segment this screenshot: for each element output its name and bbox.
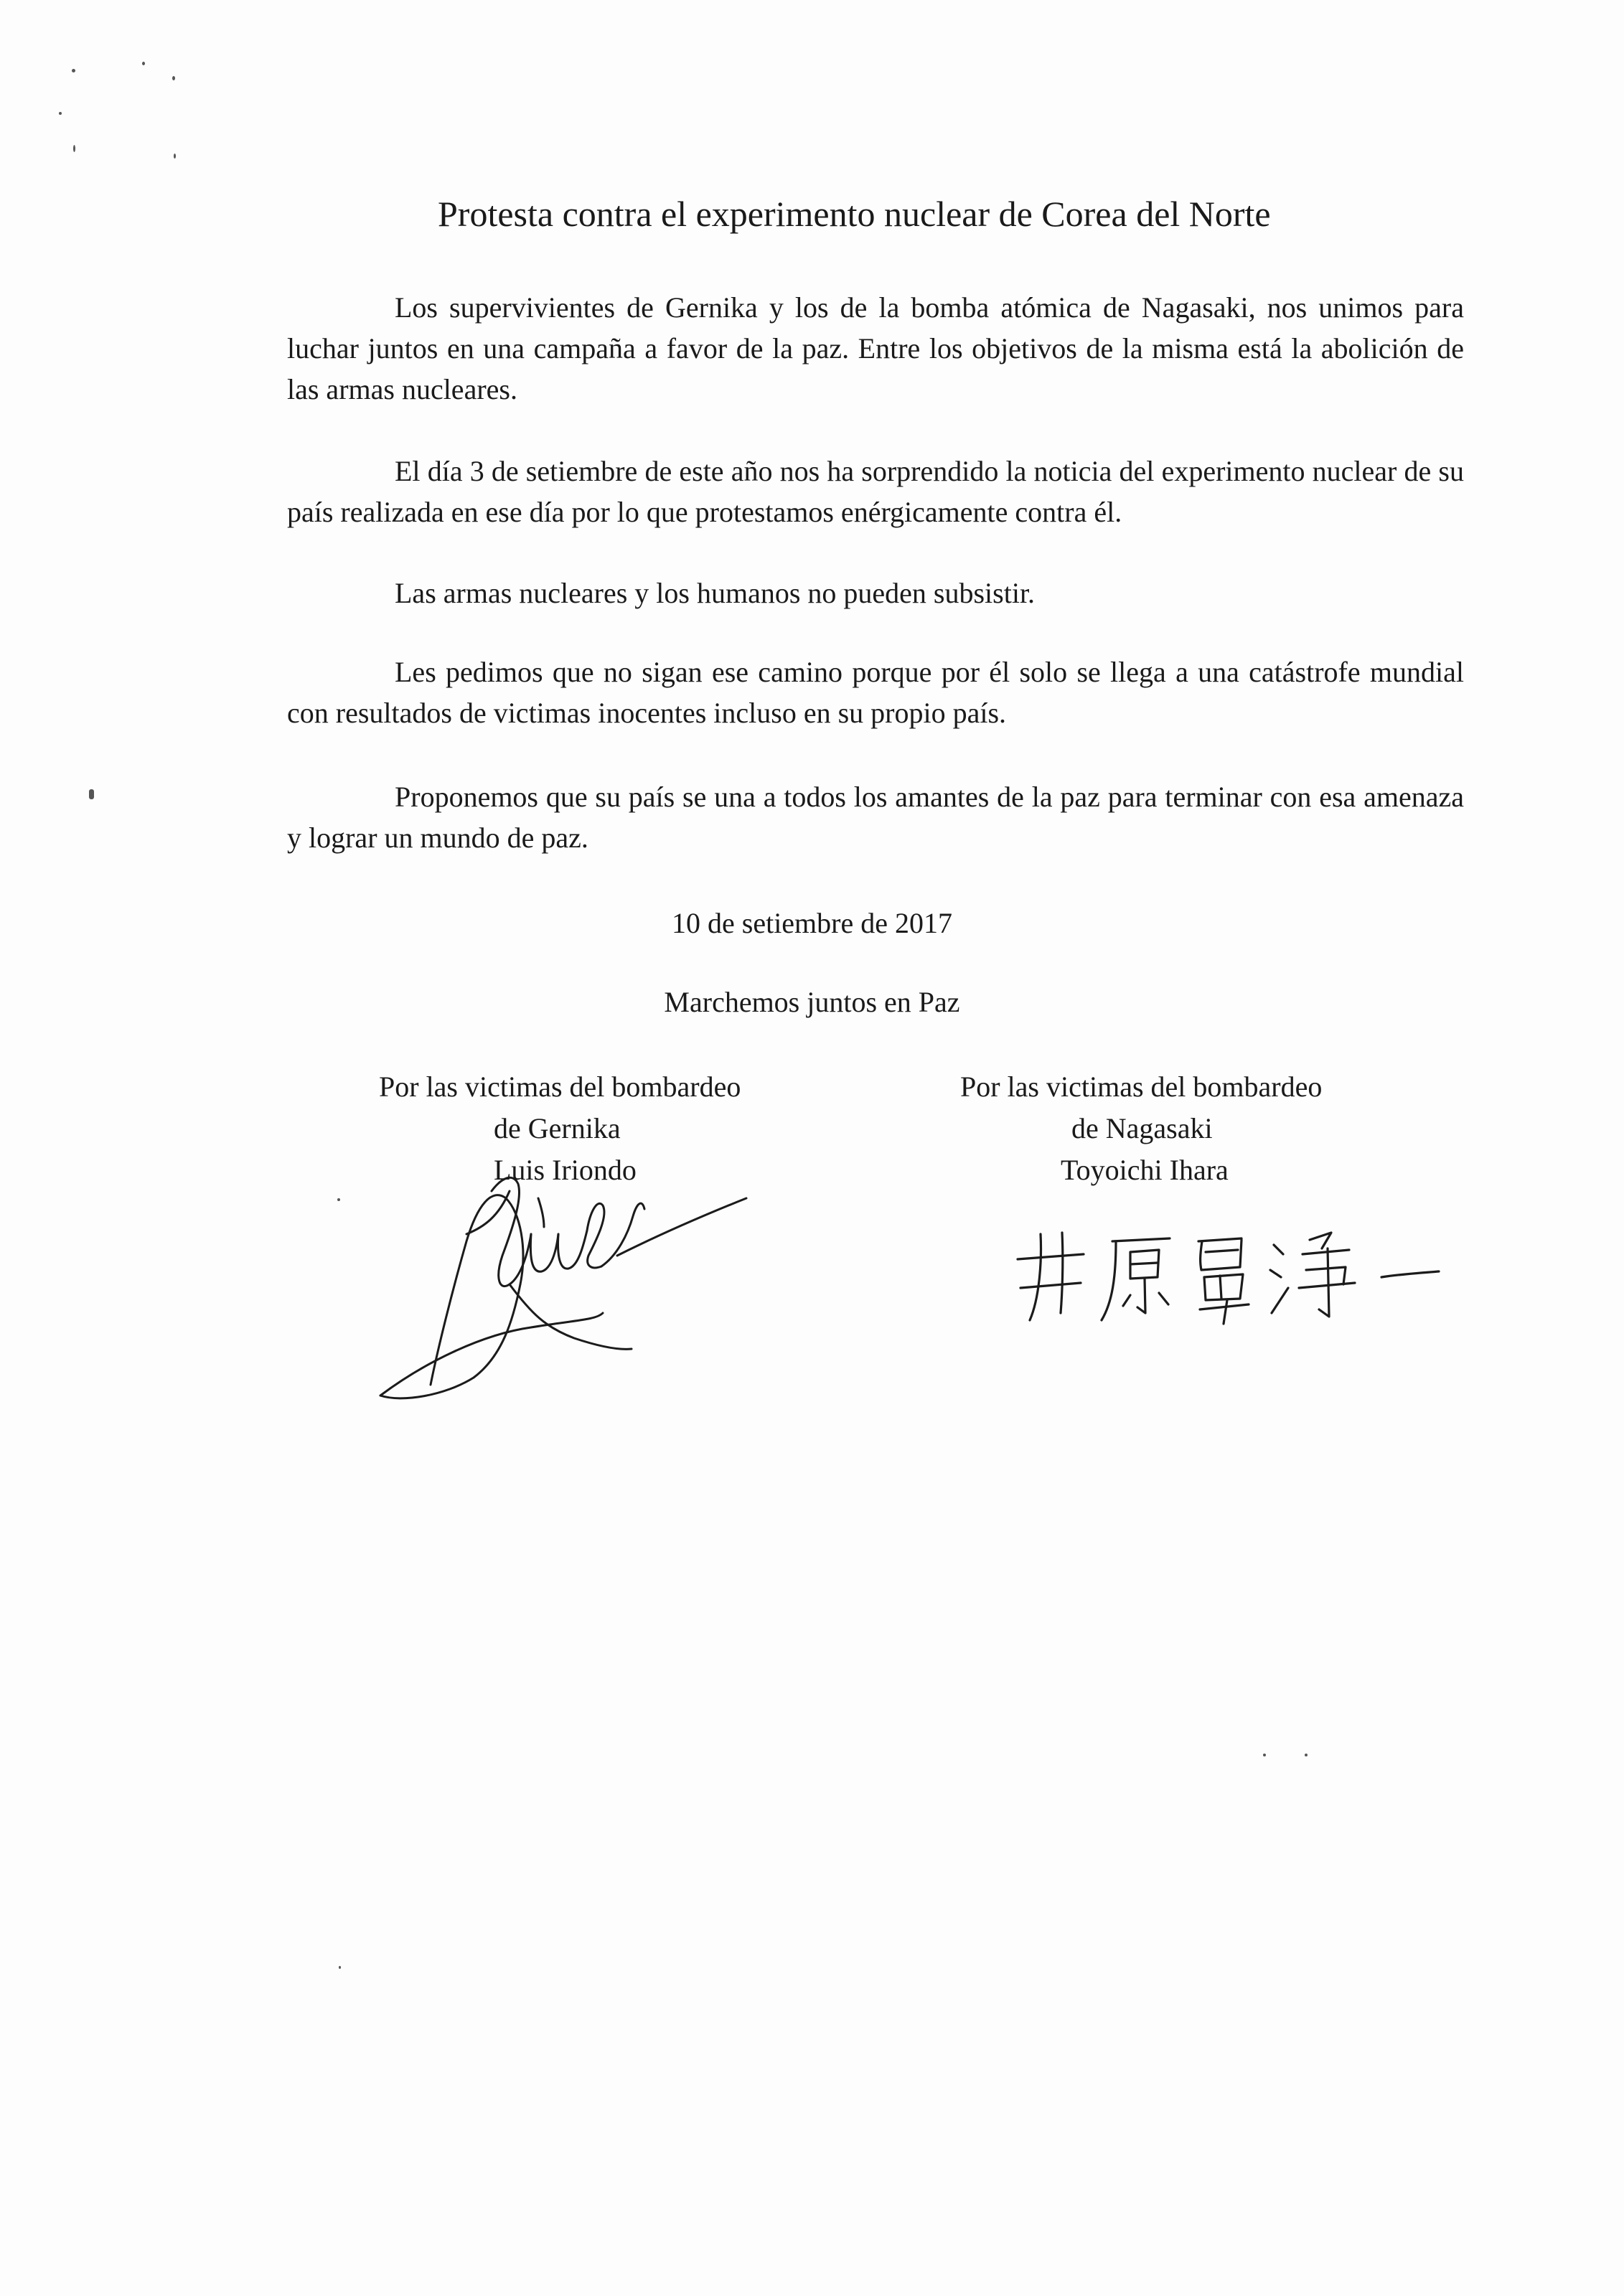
signature-toyoichi-ihara: [1012, 1220, 1442, 1327]
paragraph-1: Los supervivientes de Gernika y los de la bomba atómica de Nagasaki, nos unimos para luchar juntos en una campaña a favor de la paz. Entre los objetivos de la misma está la abolición de las armas nucleares.: [287, 291, 1464, 405]
signatory-nagasaki-name: Toyoichi Ihara: [1061, 1154, 1229, 1186]
paragraph-3: Las armas nucleares y los humanos no pueden subsistir.: [395, 577, 1036, 609]
scan-speck: [73, 145, 75, 152]
document-date: 10 de setiembre de 2017: [672, 907, 952, 939]
scan-speck: [89, 789, 94, 799]
scan-speck: [174, 154, 176, 159]
paragraph-5: Proponemos que su país se una a todos los amantes de la paz para terminar con esa amenaza y lograr un mundo de paz.: [287, 781, 1464, 854]
scan-speck: [1263, 1754, 1266, 1756]
signatory-gernika-line1: Por las victimas del bombardeo: [379, 1071, 741, 1103]
scan-speck: [337, 1198, 340, 1201]
signatory-nagasaki-line1: Por las victimas del bombardeo: [960, 1071, 1323, 1103]
scan-speck: [1305, 1754, 1308, 1756]
scan-speck: [72, 69, 75, 72]
signatory-gernika-line2: de Gernika: [494, 1112, 621, 1144]
scan-speck: [59, 112, 62, 115]
signatory-nagasaki-line2: de Nagasaki: [1071, 1112, 1213, 1144]
scan-speck: [339, 1966, 341, 1969]
paragraph-4: Les pedimos que no sigan ese camino porque por él solo se llega a una catástrofe mundial con resultados de victimas inocentes incluso en su propio país.: [287, 656, 1464, 729]
paragraph-2: El día 3 de setiembre de este año nos ha sorprendido la noticia del experimento nuclear de su país realizada en ese día por lo que protestamos enérgicamente contra él.: [287, 455, 1464, 528]
scan-speck: [142, 62, 145, 65]
document-motto: Marchemos juntos en Paz: [664, 986, 960, 1018]
document-title: Protesta contra el experimento nuclear de Corea del Norte: [438, 194, 1271, 234]
signatory-gernika-name: Luis Iriondo: [494, 1154, 637, 1186]
signatory-nagasaki: [960, 1066, 1405, 1191]
scan-speck: [172, 76, 175, 80]
signature-luis-iriondo: [359, 1148, 775, 1421]
